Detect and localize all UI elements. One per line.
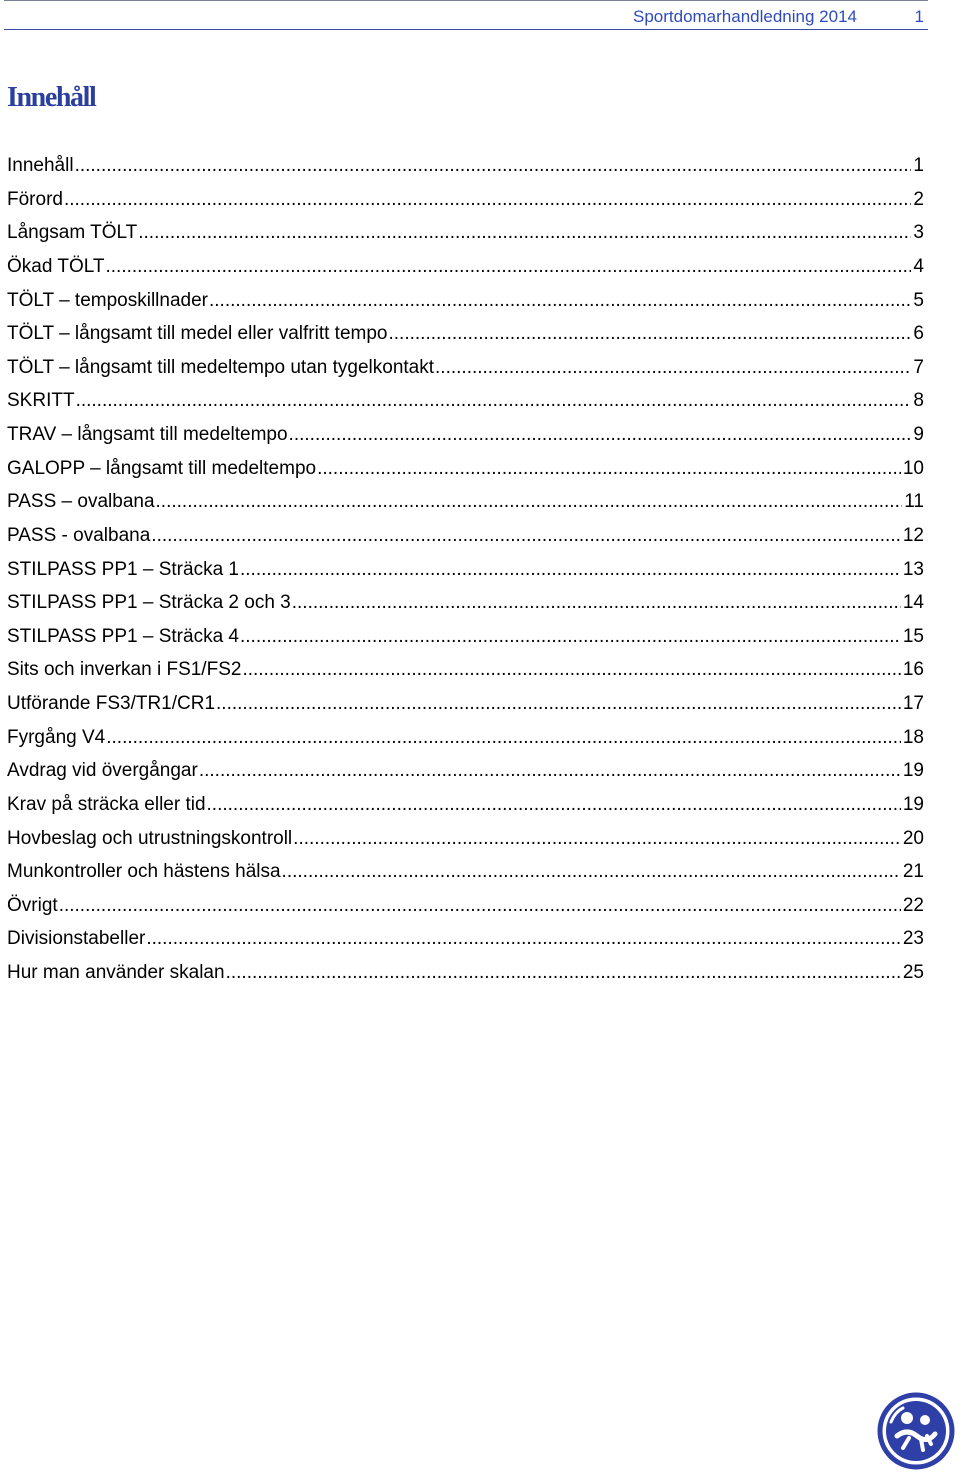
toc-entry-page: 11 <box>904 491 924 513</box>
toc-entry-page: 10 <box>902 457 924 479</box>
toc-entry-label: STILPASS PP1 – Sträcka 2 och 3 <box>7 592 291 614</box>
toc-entry-label: TRAV – långsamt till medeltempo <box>7 424 288 445</box>
toc-entry-label: PASS – ovalbana <box>7 491 155 513</box>
toc-entry[interactable] <box>7 284 924 318</box>
toc-entry-label: Avdrag vid övergångar <box>7 760 198 782</box>
toc-dot-leader <box>293 822 901 855</box>
document-title: Sportdomarhandledning 2014 <box>632 7 857 26</box>
toc-entry[interactable] <box>7 822 924 856</box>
toc-entry-page: 22 <box>902 894 924 916</box>
toc-dot-leader <box>240 620 901 653</box>
toc-entry-page: 12 <box>902 524 924 546</box>
toc-entry-page: 21 <box>902 861 924 883</box>
toc-dot-leader <box>226 956 901 989</box>
toc-entry-page: 20 <box>902 827 924 849</box>
toc-dot-leader <box>289 418 912 451</box>
toc-entry-label: TÖLT – temposkillnader <box>7 289 208 311</box>
toc-entry-label: Förord <box>7 188 63 210</box>
toc-entry-label: Hur man använder skalan <box>7 962 225 983</box>
toc-entry[interactable] <box>7 754 924 788</box>
toc-entry-page: 17 <box>902 693 924 714</box>
toc-entry-label: Hovbeslag och utrustningskontroll <box>7 827 293 849</box>
toc-entry-label: SKRITT <box>7 390 75 412</box>
toc-entry-page: 1 <box>913 155 924 176</box>
toc-dot-leader <box>282 855 901 888</box>
toc-entry[interactable] <box>7 384 924 418</box>
toc-dot-leader <box>435 351 911 384</box>
toc-entry[interactable] <box>7 183 924 217</box>
toc-dot-leader <box>207 788 901 821</box>
toc-dot-leader <box>317 452 901 485</box>
toc-entry[interactable] <box>7 620 924 654</box>
toc-entry-page: 15 <box>902 625 924 647</box>
toc-entry-page: 16 <box>902 659 924 681</box>
toc-entry-page: 13 <box>902 558 924 580</box>
toc-entry[interactable] <box>7 687 924 721</box>
toc-entry-label: Långsam TÖLT <box>7 222 138 244</box>
toc-entry-page: 4 <box>913 255 924 277</box>
toc-entry-label: Fyrgång V4 <box>7 726 106 748</box>
toc-dot-leader <box>106 250 912 283</box>
toc-entry[interactable] <box>7 452 924 486</box>
toc-entry-label: TÖLT – långsamt till medeltempo utan tygelkontakt <box>7 356 435 378</box>
toc-entry-page: 8 <box>913 390 924 412</box>
toc-entry-label: Krav på sträcka eller tid <box>7 793 206 815</box>
toc-entry-page: 18 <box>902 726 924 748</box>
toc-entry-label: PASS - ovalbana <box>7 524 151 546</box>
toc-entry[interactable] <box>7 250 924 284</box>
toc-entry-label: GALOPP – långsamt till medeltempo <box>7 457 317 479</box>
toc-entry[interactable] <box>7 485 924 519</box>
toc-dot-leader <box>106 721 901 754</box>
toc-entry-page: 25 <box>902 962 924 983</box>
toc-entry[interactable] <box>7 351 924 385</box>
toc-dot-leader <box>146 922 901 955</box>
toc-heading: Innehåll <box>7 82 96 113</box>
toc-entry[interactable] <box>7 653 924 687</box>
toc-entry-page: 6 <box>913 323 924 345</box>
toc-entry-page: 9 <box>913 424 924 445</box>
toc-entry-label: Övrigt <box>7 894 58 916</box>
toc-entry[interactable] <box>7 418 924 452</box>
toc-entry[interactable] <box>7 889 924 923</box>
toc-dot-leader <box>138 216 911 249</box>
toc-entry-label: STILPASS PP1 – Sträcka 1 <box>7 558 239 580</box>
header-page-number: 1 <box>914 7 924 26</box>
toc-dot-leader <box>151 519 901 552</box>
logo-graphic <box>877 1392 955 1470</box>
toc-dot-leader <box>292 586 901 619</box>
toc-entry[interactable] <box>7 586 924 620</box>
toc-dot-leader <box>59 889 901 922</box>
toc-entry[interactable] <box>7 788 924 822</box>
toc-dot-leader <box>64 183 911 216</box>
toc-entry-page: 23 <box>902 928 924 950</box>
association-logo-icon <box>877 1392 955 1470</box>
toc-entry-page: 14 <box>902 592 924 614</box>
toc-dot-leader <box>199 754 901 787</box>
toc-dot-leader <box>76 384 912 417</box>
toc-entry-page: 3 <box>913 222 924 244</box>
toc-entry-label: Munkontroller och hästens hälsa <box>7 861 281 883</box>
toc-entry-label: Sits och inverkan i FS1/FS2 <box>7 659 242 681</box>
toc-dot-leader <box>209 284 911 317</box>
toc-dot-leader <box>389 317 912 350</box>
toc-entry[interactable] <box>7 519 924 553</box>
toc-list <box>7 149 924 990</box>
toc-entry[interactable] <box>7 216 924 250</box>
toc-entry[interactable] <box>7 553 924 587</box>
toc-entry-page: 2 <box>913 188 924 210</box>
toc-entry-label: Divisionstabeller <box>7 928 146 950</box>
toc-entry-label: Ökad TÖLT <box>7 255 105 277</box>
toc-dot-leader <box>156 485 903 518</box>
toc-entry[interactable] <box>7 855 924 889</box>
toc-entry-page: 7 <box>913 356 924 378</box>
toc-dot-leader <box>216 687 901 720</box>
toc-entry-label: TÖLT – långsamt till medel eller valfritt tempo <box>7 323 388 345</box>
toc-dot-leader <box>242 653 900 686</box>
toc-entry-label: Innehåll <box>7 155 74 176</box>
toc-entry-page: 19 <box>902 760 924 782</box>
toc-entry[interactable] <box>7 149 924 183</box>
toc-entry-page: 5 <box>913 289 924 311</box>
toc-dot-leader <box>240 553 901 586</box>
toc-entry[interactable] <box>7 317 924 351</box>
toc-entry-label: STILPASS PP1 – Sträcka 4 <box>7 625 239 647</box>
toc-dot-leader <box>75 149 912 182</box>
toc-entry[interactable] <box>7 922 924 956</box>
toc-entry-page: 19 <box>902 793 924 815</box>
page-header <box>4 0 928 30</box>
toc-entry[interactable] <box>7 956 924 990</box>
toc-entry[interactable] <box>7 721 924 755</box>
toc-entry-label: Utförande FS3/TR1/CR1 <box>7 693 216 714</box>
